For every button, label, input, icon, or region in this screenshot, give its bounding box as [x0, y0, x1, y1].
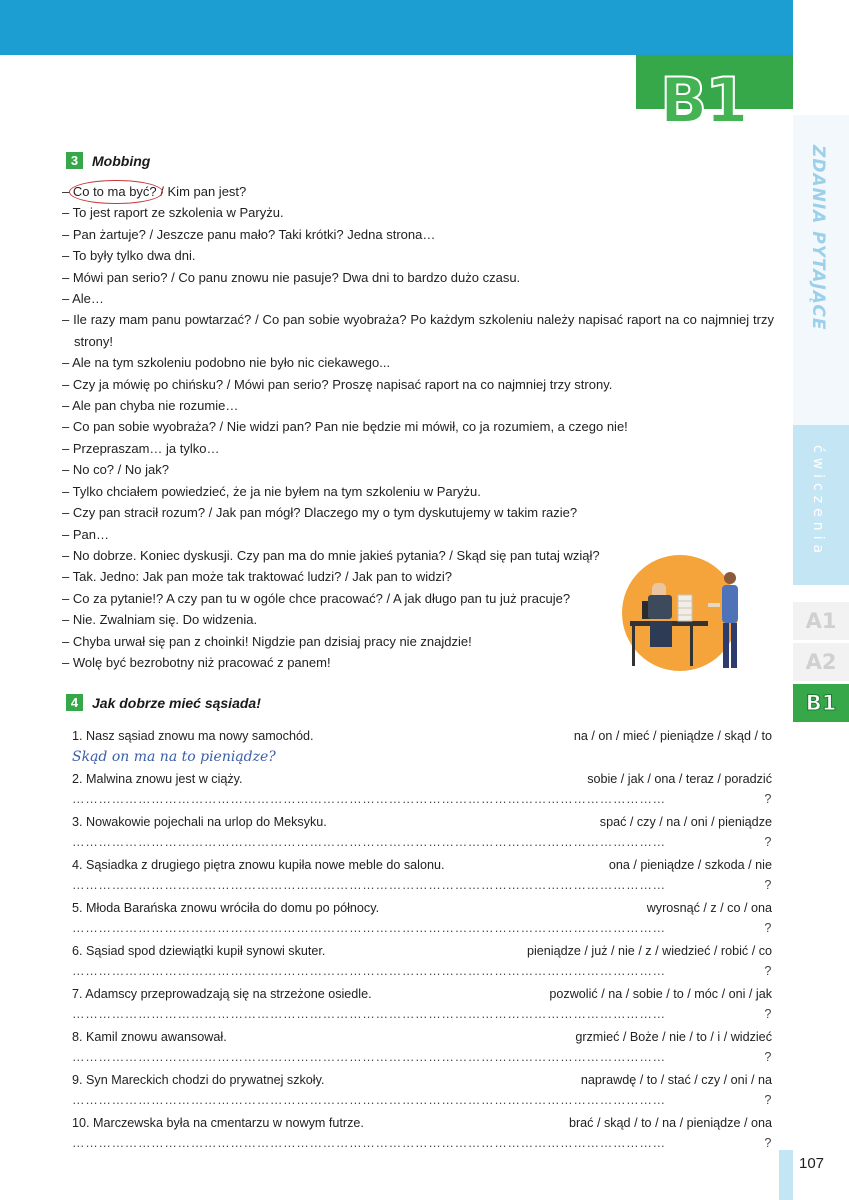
answer-line[interactable]: ……………………………………………………………………………………………………………………… ?	[72, 961, 772, 981]
top-banner	[0, 0, 793, 55]
exercise-row	[72, 812, 772, 832]
dialogue-line: – Chyba urwał się pan z choinki! Nigdzie pan dzisiaj pracy nie znajdzie!	[62, 633, 472, 649]
answer-line[interactable]: ……………………………………………………………………………………………………………………… ?	[72, 875, 772, 895]
dialogue-line: – Ale pan chyba nie rozumie…	[62, 398, 239, 414]
dialogue-line: – Co pan sobie wyobraża? / Nie widzi pan? Pan nie będzie mi mówił, co ja rozumiem, a czego nie!	[62, 419, 628, 435]
page-number-bar	[779, 1150, 793, 1200]
dialogue-line: – Czy pan stracił rozum? / Jak pan mógł? Dlaczego my o tym dyskutujemy w takim razie?	[62, 505, 578, 521]
question-mark: ?	[763, 1090, 772, 1110]
exercise-number-badge: 3	[66, 152, 83, 169]
question-mark: ?	[763, 1133, 772, 1153]
answer-line[interactable]: ……………………………………………………………………………………………………………………… ?	[72, 918, 772, 938]
page-number: 107	[799, 1155, 825, 1172]
question-mark: ?	[763, 1004, 772, 1024]
question-mark: ?	[763, 1047, 772, 1067]
word-prompt: naprawdę / to / stać / czy / oni / na	[580, 1073, 772, 1087]
exercise-item	[72, 855, 772, 898]
exercise-list	[72, 726, 772, 1156]
exercise-row	[72, 1070, 772, 1090]
exercise-item	[72, 1027, 772, 1070]
dialogue-line: – Ale na tym szkoleniu podobno nie było nic ciekawego...	[62, 355, 391, 371]
dialogue-line: – To były tylko dwa dni.	[62, 248, 196, 264]
exercise-4-header	[66, 694, 261, 711]
answer-line[interactable]: ……………………………………………………………………………………………………………………… ?	[72, 1004, 772, 1024]
exercise-sentence: 10. Marczewska była na cmentarzu w nowym futrze.	[72, 1116, 364, 1130]
exercise-sentence: 1. Nasz sąsiad znowu ma nowy samochód.	[72, 729, 314, 743]
exercise-row	[72, 984, 772, 1004]
answer-line[interactable]: ……………………………………………………………………………………………………………………… ?	[72, 1133, 772, 1153]
dialogue-line: – Ile razy mam panu powtarzać? / Co pan sobie wyobraża? Po każdym szkoleniu należy napisać raport na co najmniej trzy strony!	[62, 312, 774, 349]
dialogue-line: – Wolę być bezrobotny niż pracować z panem!	[62, 654, 331, 670]
dialogue-line: – To jest raport ze szkolenia w Paryżu.	[62, 205, 284, 221]
exercise-title: Mobbing	[92, 152, 151, 169]
answer-line[interactable]: ……………………………………………………………………………………………………………………… ?	[72, 789, 772, 809]
dialogue-line: – No dobrze. Koniec dyskusji. Czy pan ma do mnie jakieś pytania? / Skąd się pan tutaj wziął?	[62, 547, 600, 563]
exercise-number-badge: 4	[66, 694, 83, 711]
dialogue-line: – Co za pytanie!? A czy pan tu w ogóle chce pracować? / A jak długo pan tu już pracuje?	[62, 590, 571, 606]
question-mark: ?	[763, 918, 772, 938]
exercise-sentence: 2. Malwina znowu jest w ciąży.	[72, 772, 243, 786]
word-prompt: brać / skąd / to / na / pieniądze / ona	[568, 1116, 772, 1130]
exercise-item	[72, 941, 772, 984]
exercise-sentence: 4. Sąsiadka z drugiego piętra znowu kupiła nowe meble do salonu.	[72, 858, 445, 872]
office-illustration	[612, 553, 762, 678]
exercise-item	[72, 812, 772, 855]
exercise-3-header	[66, 152, 150, 169]
exercise-row	[72, 726, 772, 746]
exercise-sentence: 8. Kamil znowu awansował.	[72, 1030, 227, 1044]
dialogue-line: – Ale…	[62, 291, 104, 307]
dialogue-line: – Przepraszam… ja tylko…	[62, 440, 220, 456]
question-mark: ?	[763, 789, 772, 809]
exercise-item	[72, 1113, 772, 1156]
exercise-row	[72, 898, 772, 918]
word-prompt: pieniądze / już / nie / z / wiedzieć / robić / co	[527, 944, 772, 958]
answer-line[interactable]: ……………………………………………………………………………………………………………………… ?	[72, 832, 772, 852]
question-mark: ?	[763, 875, 772, 895]
exercise-row	[72, 1113, 772, 1133]
handwritten-answer: Skąd on ma na to pieniądze?	[72, 749, 276, 765]
exercise-sentence: 5. Młoda Barańska znowu wróciła do domu po północy.	[72, 901, 380, 915]
exercise-sentence: 7. Adamscy przeprowadzają się na strzeżone osiedle.	[72, 987, 372, 1001]
word-prompt: wyrosnąć / z / co / ona	[646, 901, 772, 915]
exercise-sentence: 3. Nowakowie pojechali na urlop do Meksyku.	[72, 815, 327, 829]
exercise-item	[72, 1070, 772, 1113]
question-mark: ?	[763, 832, 772, 852]
dialogue-line: – No co? / No jak?	[62, 462, 169, 478]
dialogue-line: – Co to ma być? / Kim pan jest?	[62, 181, 774, 202]
exercise-item	[72, 769, 772, 812]
question-mark: ?	[763, 961, 772, 981]
side-section-label: ćwiczenia	[810, 445, 826, 559]
dialogue-line: – Pan żartuje? / Jeszcze panu mało? Taki krótki? Jedna strona…	[62, 226, 436, 242]
exercise-sentence: 6. Sąsiad spod dziewiątki kupił synowi skuter.	[72, 944, 326, 958]
exercise-item	[72, 726, 772, 769]
word-prompt: na / on / mieć / pieniądze / skąd / to	[573, 729, 772, 743]
exercise-sentence: 9. Syn Mareckich chodzi do prywatnej szkoły.	[72, 1073, 325, 1087]
dialogue-line: – Tak. Jedno: Jak pan może tak traktować ludzi? / Jak pan to widzi?	[62, 569, 452, 585]
dialogue-line: – Nie. Zwalniam się. Do widzenia.	[62, 612, 258, 628]
word-prompt: pozwolić / na / sobie / to / móc / oni / jak	[549, 987, 772, 1001]
exercise-title: Jak dobrze mieć sąsiada!	[92, 694, 261, 711]
exercise-item	[72, 984, 772, 1027]
answer-line[interactable]: ……………………………………………………………………………………………………………………… ?	[72, 1090, 772, 1110]
circled-phrase: Co to ma być?	[73, 181, 157, 202]
dialogue-line: – Pan…	[62, 526, 109, 542]
level-label: B1	[660, 64, 747, 137]
exercise-row	[72, 769, 772, 789]
exercise-row	[72, 941, 772, 961]
dialogue-line: – Czy ja mówię po chińsku? / Mówi pan serio? Proszę napisać raport na co najmniej trzy strony.	[62, 376, 613, 392]
exercise-row	[72, 1027, 772, 1047]
level-tab-a2[interactable]: A2	[793, 643, 849, 681]
exercise-item	[72, 898, 772, 941]
word-prompt: sobie / jak / ona / teraz / poradzić	[587, 772, 772, 786]
exercise-row	[72, 855, 772, 875]
dialogue-line: – Mówi pan serio? / Co panu znowu nie pasuje? Dwa dni to bardzo dużo czasu.	[62, 269, 521, 285]
word-prompt: spać / czy / na / oni / pieniądze	[599, 815, 772, 829]
side-chapter-title: ZDANIA PYTAJĄCE	[808, 145, 828, 331]
answer-line[interactable]: ……………………………………………………………………………………………………………………… ?	[72, 1047, 772, 1067]
word-prompt: ona / pieniądze / szkoda / nie	[608, 858, 772, 872]
word-prompt: grzmieć / Boże / nie / to / i / widzieć	[575, 1030, 772, 1044]
dialogue-line: – Tylko chciałem powiedzieć, że ja nie byłem na tym szkoleniu w Paryżu.	[62, 483, 481, 499]
level-tab-b1[interactable]: B1	[793, 684, 849, 722]
level-tab-a1[interactable]: A1	[793, 602, 849, 640]
